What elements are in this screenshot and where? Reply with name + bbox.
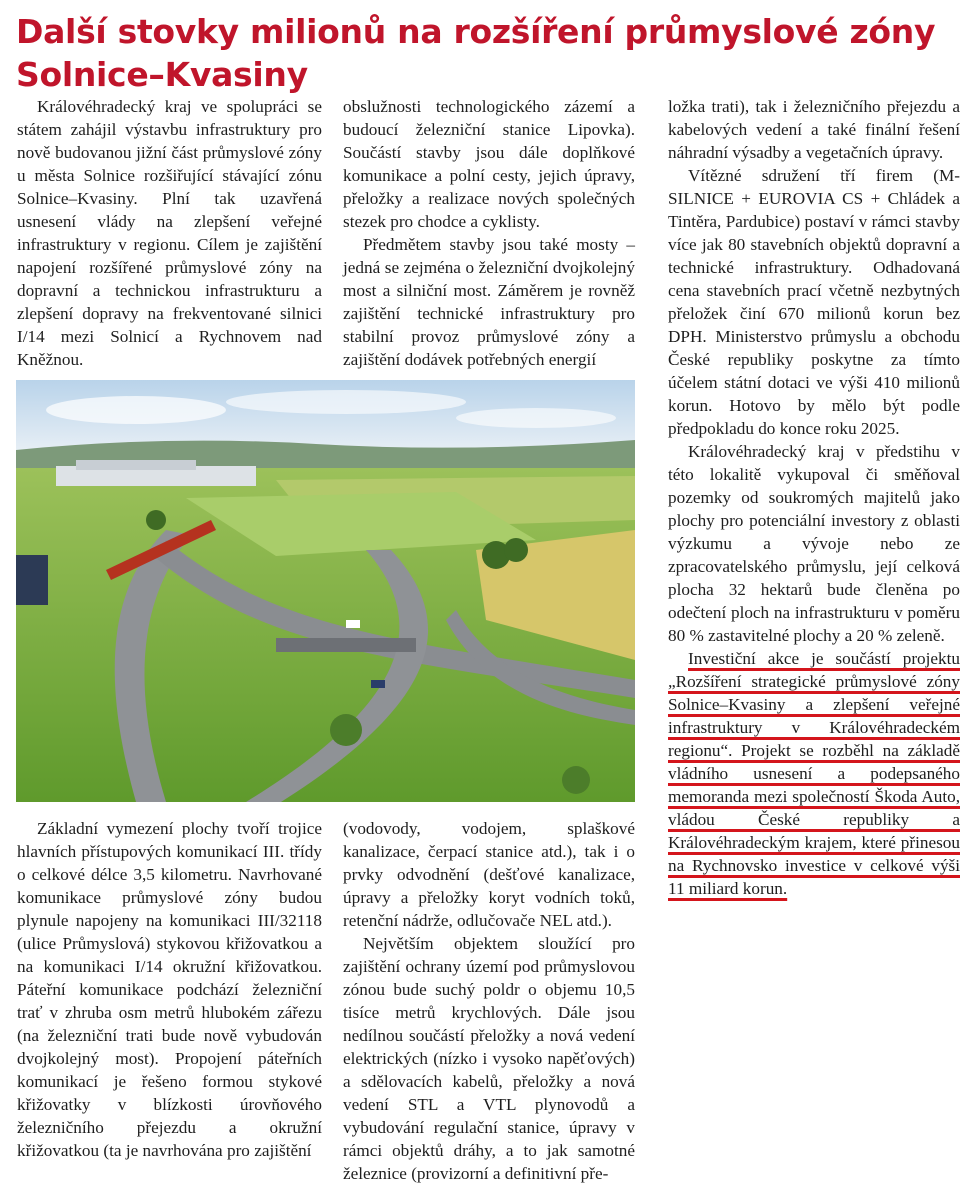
aerial-visualization-photo	[16, 380, 635, 802]
landscape-illustration	[16, 380, 635, 802]
column-2-top	[343, 95, 635, 371]
highlight-underline-text: Investiční akce je součástí projektu „Rozšíření strategické průmyslové zóny Solnice–Kvasiny a zlepšení veřejné infrastruktury v Královéhradeckém regionu“. Projekt se rozběhl na základě vládního usnesení a podepsaného memoranda mezi společností Škoda Auto, vládou České republiky a Královéhradeckým krajem, které přinesou na Rychnovsko investice v celkové výši 11 miliard korun.	[668, 649, 960, 898]
paragraph: Základní vymezení plochy tvoří trojice hlavních přístupových komunikací III. třídy o celkové délce 3,5 kilometru. Navrhované komunikace průmyslové zóny budou plynule napojeny na komunikaci III/32118 (ulice Průmyslová) stykovou křižovatkou a na komunikaci I/14 okružní křižovatkou. Páteřní komunikace podchází železniční trať v zhruba osm metrů hlubokém zářezu (na železniční trati bude nově vybudován dvojkolejný most). Propojení páteřních komunikací je řešeno formou stykové křižovatky v blízkosti úrovňového železničního přejezdu a okružní křižovatkou (ta je navrhována pro zajištění	[17, 819, 322, 1160]
paragraph: Předmětem stavby jsou také mosty – jedná se zejména o železniční dvojkolejný most a silniční most. Záměrem je rovněž zajištění technické infrastruktury pro stabilní provoz průmyslové zóny a zajištění dodávek potřebných energií	[343, 235, 635, 369]
column-3	[668, 95, 960, 900]
column-1-bottom	[17, 817, 322, 1162]
column-2-bottom	[343, 817, 635, 1185]
paragraph: Největším objektem sloužící pro zajištění ochrany území pod průmyslovou zónou bude suchý poldr o objemu 10,5 tisíce metrů krychlových. Dále jsou nedílnou součástí přeložky a nová vedení elektrických (nízko i vysoko napěťových) a sdělovacích kabelů, přeložky a nová vedení STL a VTL plynovodů a vybudování regulační stanice, úpravy v rámci objektů dráhy, a to jak samotné železnice (provizorní a definitivní pře-	[343, 934, 635, 1183]
paragraph: Královéhradecký kraj v předstihu v této lokalitě vykupoval či směňoval pozemky od soukromých majitelů jako plochy pro potenciální investory z oblasti výzkumu a vývoje nebo ze zpracovatelského průmyslu, její celková plocha 32 hektarů bude členěna po odečtení ploch na infrastrukturu v poměru 80 % zastavitelné plochy a 20 % zeleně.	[668, 442, 960, 645]
highlighted-paragraph	[668, 647, 960, 900]
paragraph: (vodovody, vodojem, splaškové kanalizace, čerpací stanice atd.), tak i o prvky odvodnění (dešťové kanalizace, úpravy a přeložky koryt vodních toků, retenční nádrže, odlučovače NEL atd.).	[343, 819, 635, 930]
paragraph: Královéhradecký kraj ve spolupráci se státem zahájil výstavbu infrastruktury pro nově budovanou jižní část průmyslové zóny u města Solnice rozšiřující stávající zónu Solnice–Kvasiny. Plní tak uzavřená usnesení vlády na zlepšení veřejné infrastruktury v regionu. Cílem je zajištění napojení rozšířené průmyslové zóny na dopravní a technickou infrastrukturu a zlepšení dopravy na frekventované silnici I/14 mezi Solnicí a Rychnovem nad Kněžnou.	[17, 97, 322, 369]
paragraph: obslužnosti technologického zázemí a budoucí železniční stanice Lipovka). Součástí stavby jsou dále doplňkové komunikace a polní cesty, jejich úpravy, přeložky a realizace nových společných stezek pro chodce a cyklisty.	[343, 97, 635, 231]
paragraph: ložka trati), tak i železničního přejezdu a kabelových vedení a také finální řešení náhradní výsadby a vegetačních úpravy.	[668, 97, 960, 162]
article-headline: Další stovky milionů na rozšíření průmyslové zóny Solnice–Kvasiny	[16, 12, 936, 94]
paragraph: Vítězné sdružení tří firem (M-SILNICE + EUROVIA CS + Chládek a Tintěra, Pardubice) postaví v rámci stavby více jak 80 stavebních objektů dopravní a technické infrastruktury. Odhadovaná cena stavebních prací včetně nezbytných přeložek činí 670 milionů korun bez DPH. Ministerstvo průmyslu a obchodu České republiky poskytne za tímto účelem státní dotaci ve výši 410 milionů korun. Hotovo by mělo být podle předpokladu do konce roku 2025.	[668, 166, 960, 438]
column-1-top	[17, 95, 322, 371]
